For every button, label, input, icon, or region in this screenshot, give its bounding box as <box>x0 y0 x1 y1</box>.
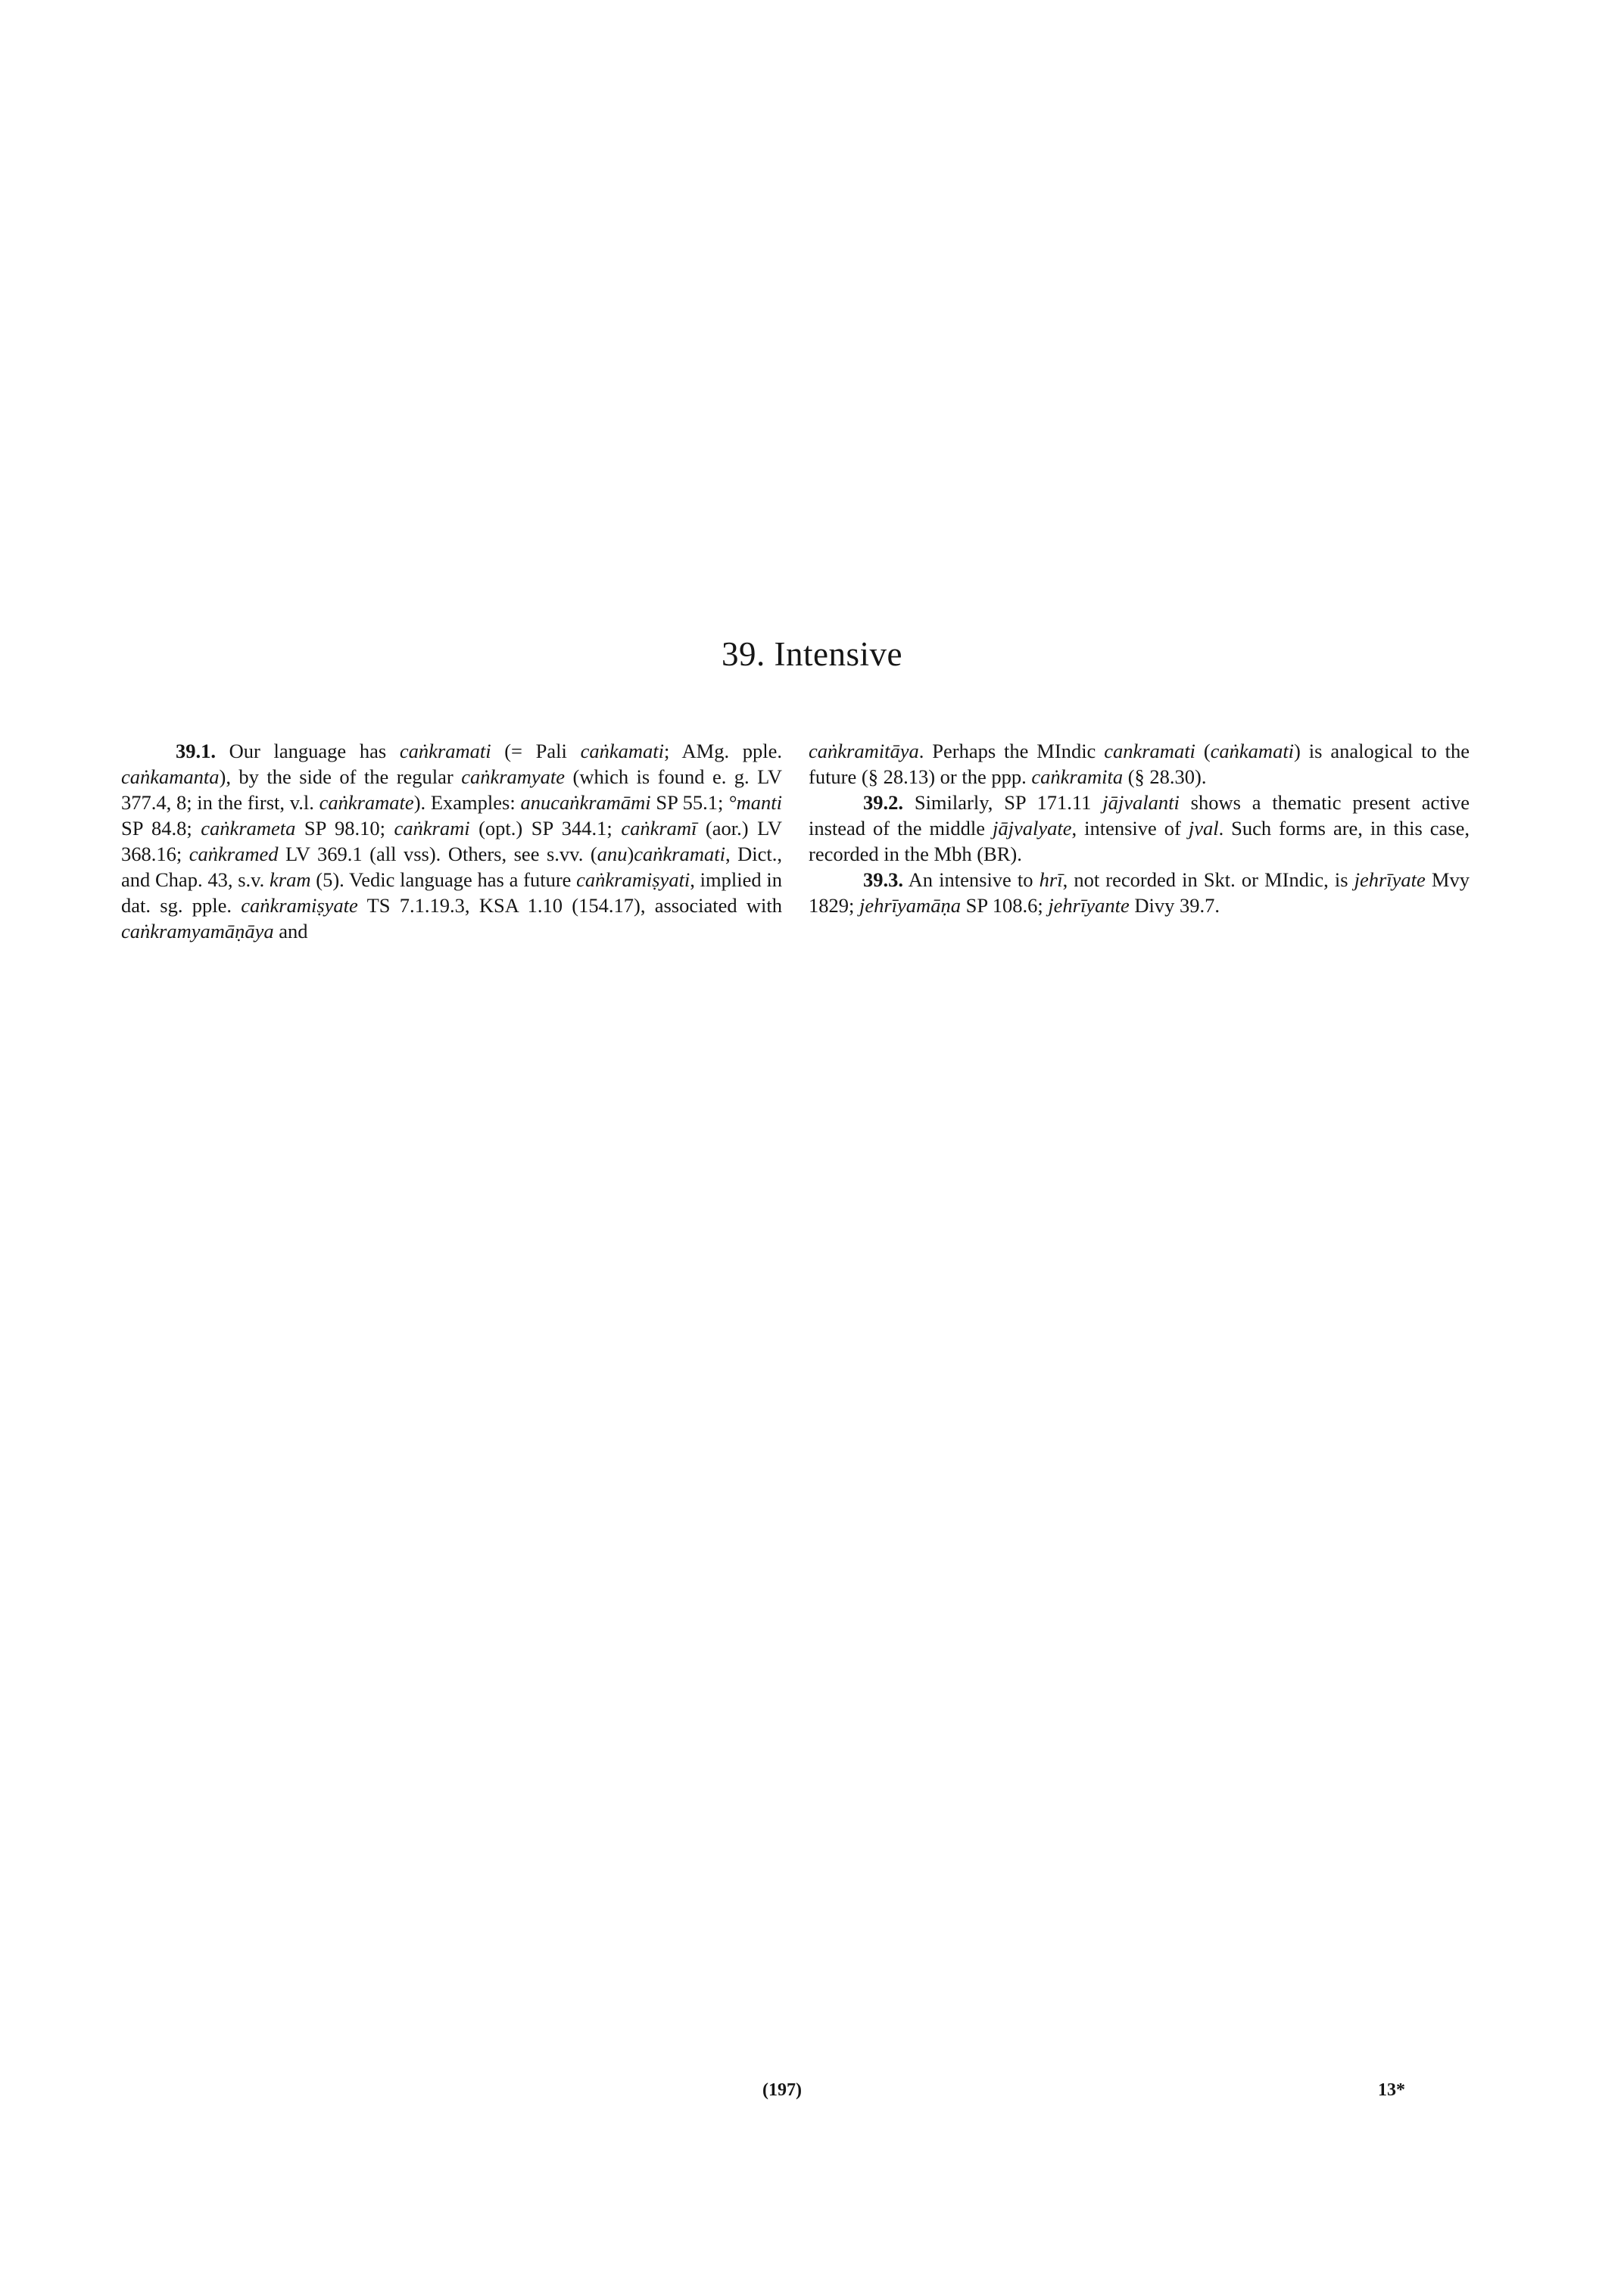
paragraph-39-1 <box>121 738 782 944</box>
italic-term: hrī <box>1039 868 1063 891</box>
italic-term: caṅkramī <box>621 817 697 840</box>
italic-term: cankramati <box>1104 740 1195 762</box>
text-run: (opt.) SP 344.1; <box>469 817 622 840</box>
text-run: (= Pali <box>491 740 581 762</box>
paragraph-number: 39.1. <box>176 740 216 762</box>
italic-term: caṅkrameta <box>201 817 296 840</box>
italic-term: anucaṅkramāmi <box>520 791 651 814</box>
text-run: Mvy 1829; <box>809 868 1470 917</box>
paragraph-39-1-continued <box>809 738 1470 790</box>
italic-term: caṅkramate <box>319 791 414 814</box>
italic-term: caṅkramitāya <box>809 740 919 762</box>
text-run: An intensive to <box>903 868 1040 891</box>
italic-term: jājvalyate <box>993 817 1072 840</box>
italic-term: caṅkamanta <box>121 765 220 788</box>
paragraph-number: 39.3. <box>863 868 903 891</box>
section-title: 39. Intensive <box>722 635 902 673</box>
italic-term: caṅkramyate <box>461 765 566 788</box>
text-run: TS 7.1.19.3, KSA 1.10 (154.17), associated with <box>357 894 782 917</box>
text-run: , implied in dat. sg. pple. <box>121 868 782 917</box>
italic-term: jval <box>1188 817 1219 840</box>
text-run: ) is analogical to the future (§ 28.13) or the ppp. <box>809 740 1470 788</box>
paragraph-39-2 <box>809 790 1470 867</box>
text-run: Similarly, SP 171.11 <box>903 791 1103 814</box>
text-run: (which is found e. g. LV 377.4, 8; in the first, v.l. <box>121 765 783 814</box>
italic-term: caṅkramita <box>1031 765 1124 788</box>
paragraph-39-3 <box>809 867 1470 918</box>
left-column <box>121 738 782 944</box>
text-run: , not recorded in Skt. or MIndic, is <box>1062 868 1354 891</box>
text-run: (5). Vedic language has a future <box>310 868 577 891</box>
italic-term: caṅkramiṣyati <box>576 868 690 891</box>
text-run: LV 369.1 (all vss). Others, see s.vv. ( <box>278 843 597 865</box>
italic-term: caṅkramiṣyate <box>241 894 358 917</box>
text-run: and <box>273 920 308 942</box>
italic-term: caṅkrami <box>394 817 470 840</box>
text-run: SP 108.6; <box>960 894 1049 917</box>
text-run: ). Examples: <box>413 791 521 814</box>
paren-close: ) <box>627 843 634 865</box>
italic-term: caṅkamati <box>1210 740 1295 762</box>
text-run: SP 84.8; <box>121 817 201 840</box>
right-column <box>809 738 1470 918</box>
paragraph-number: 39.2. <box>863 791 903 814</box>
italic-term: °manti <box>728 791 783 814</box>
italic-term: anu <box>597 843 628 865</box>
text-run: , Dict., and Chap. 43, s.v. <box>121 843 782 891</box>
italic-term: kram <box>270 868 311 891</box>
text-run: . Such forms are, in this case, recorded in the Mbh (BR). <box>809 817 1470 865</box>
italic-term: jājvalanti <box>1102 791 1180 814</box>
text-run: Divy 39.7. <box>1129 894 1220 917</box>
italic-term: caṅkramyamāṇāya <box>121 920 274 942</box>
italic-term: jehrīyante <box>1048 894 1130 917</box>
italic-term: caṅkramati <box>399 740 491 762</box>
signature-mark: 13* <box>1378 2080 1405 2100</box>
text-run: SP 55.1; <box>650 791 729 814</box>
text-run: SP 98.10; <box>295 817 394 840</box>
italic-term: caṅkramed <box>189 843 279 865</box>
text-run: ; AMg. pple. <box>663 740 783 762</box>
italic-term: jehrīyate <box>1354 868 1426 891</box>
page-number: (197) <box>762 2080 802 2100</box>
text-run: Our language has <box>216 740 400 762</box>
text-run: , intensive of <box>1071 817 1189 840</box>
italic-term: caṅkramati <box>634 843 725 865</box>
text-run: ), by the side of the regular <box>219 765 462 788</box>
italic-term: caṅkamati <box>580 740 664 762</box>
text-run: (§ 28.30). <box>1123 765 1207 788</box>
italic-term: jehrīyamāṇa <box>859 894 961 917</box>
text-run: (aor.) LV 368.16; <box>121 817 783 865</box>
text-run: . Perhaps the MIndic <box>918 740 1105 762</box>
text-run: shows a thematic present active instead of the middle <box>809 791 1470 840</box>
text-run: ( <box>1195 740 1211 762</box>
